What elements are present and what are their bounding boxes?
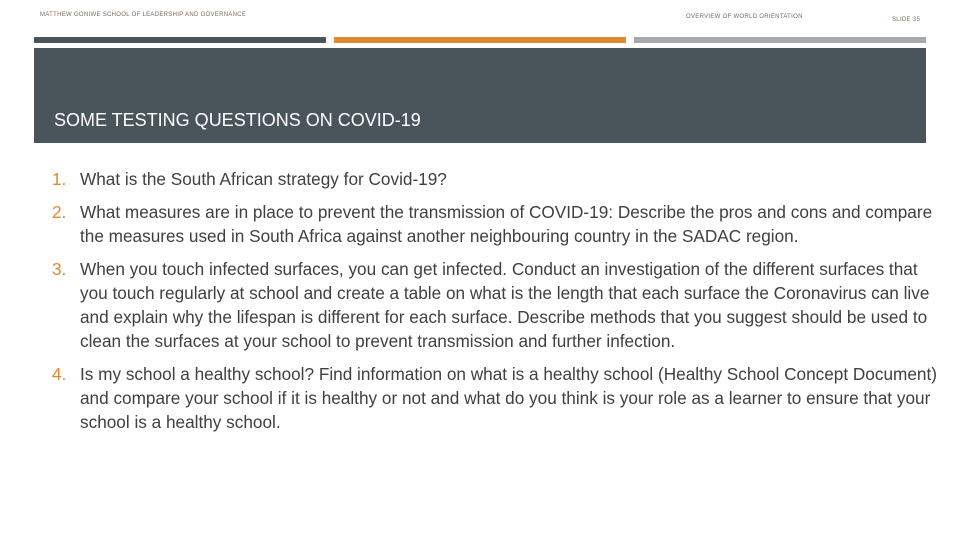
question-text: When you touch infected surfaces, you can get infected. Conduct an investigation of the different surfaces that you touch regularly at school and create a table on what is the length that each surface the Coronavirus can live and explain why the lifespan is different for each surface. Describe methods that you suggest should be used to clean the surfaces at your school to prevent transmission and further infection. — [80, 259, 930, 351]
question-number: 2. — [52, 202, 67, 222]
accent-bar-orange — [334, 37, 626, 43]
title-band — [34, 48, 926, 143]
question-text: Is my school a healthy school? Find information on what is a healthy school (Healthy School Concept Document) and compare your school if it is healthy or not and what do you think is your role as a learner to ensure that your school is a healthy school. — [80, 364, 937, 432]
slide-title: SOME TESTING QUESTIONS ON COVID-19 — [54, 110, 421, 130]
question-item — [52, 200, 942, 248]
accent-bar-gray — [634, 37, 926, 43]
accent-bar-dark — [34, 37, 326, 43]
question-item — [52, 257, 942, 353]
question-number: 3. — [52, 259, 67, 279]
slide-number: SLIDE 35 — [892, 17, 921, 23]
question-number: 1. — [52, 169, 67, 189]
question-text: What measures are in place to prevent the transmission of COVID-19: Describe the pros and cons and compare the measures used in South Africa against another neighbouring country in the SADAC region. — [80, 202, 933, 246]
school-name-header: MATTHEW GONIWE SCHOOL OF LEADERSHIP AND GOVERNANCE — [40, 12, 247, 18]
question-list — [52, 167, 942, 443]
section-header: OVERVIEW OF WORLD ORIENTATION — [686, 14, 803, 20]
question-item — [52, 167, 942, 191]
question-number: 4. — [52, 364, 67, 384]
question-item — [52, 362, 942, 434]
question-text: What is the South African strategy for Covid-19? — [80, 169, 447, 189]
